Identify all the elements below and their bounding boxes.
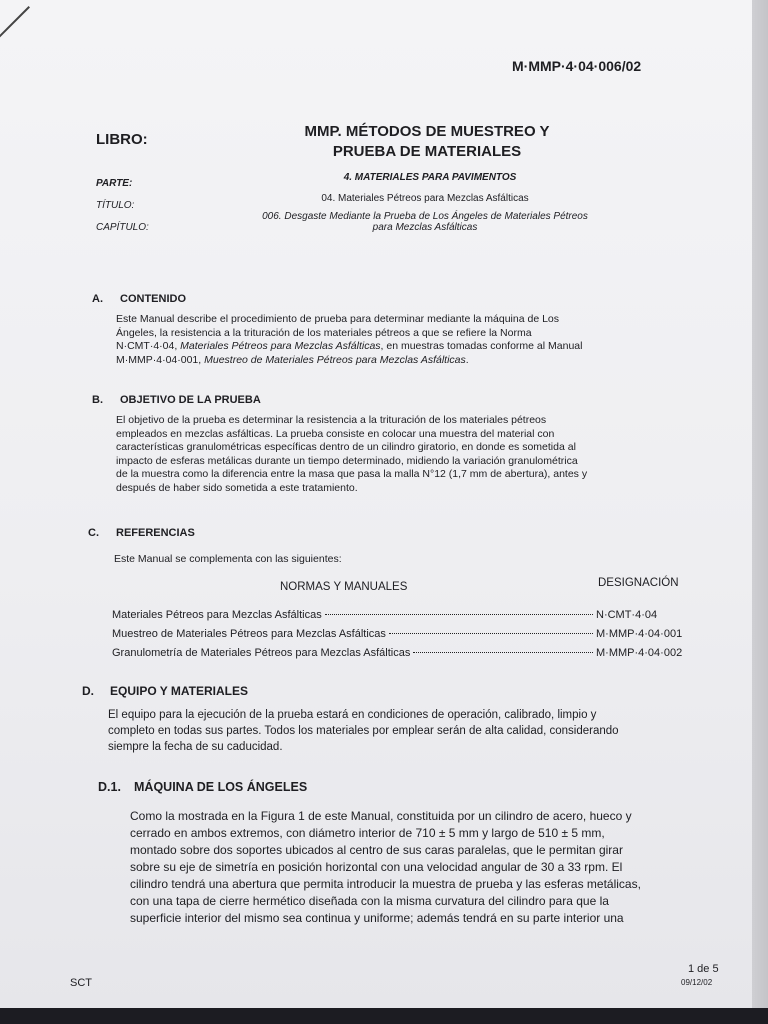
section-d-line: completo en todas sus partes. Todos los materiales por emplear serán de alta calidad, considerando bbox=[108, 725, 619, 737]
section-a-line: M·MMP·4·04·001, Muestreo de Materiales Pétreos para Mezclas Asfálticas. bbox=[116, 353, 469, 366]
section-d1-body bbox=[130, 808, 720, 927]
dot-leader bbox=[413, 652, 593, 653]
section-d-title: EQUIPO Y MATERIALES bbox=[110, 684, 249, 698]
section-b-line: características granulométricas específicas dentro de un cilindro giratorio, en donde es sometida al bbox=[116, 441, 576, 453]
reference-name: Muestreo de Materiales Pétreos para Mezclas Asfálticas bbox=[112, 628, 386, 640]
section-b-title: OBJETIVO DE LA PRUEBA bbox=[120, 394, 261, 406]
capitulo-value bbox=[210, 211, 640, 233]
section-c-heading bbox=[88, 527, 195, 539]
bottom-shadow bbox=[0, 1008, 768, 1024]
libro-label: LIBRO: bbox=[96, 131, 148, 148]
reference-name: Granulometría de Materiales Pétreos para Mezclas Asfálticas bbox=[112, 647, 411, 659]
titulo-label: TÍTULO: bbox=[96, 200, 135, 211]
section-d-body bbox=[108, 707, 712, 755]
titulo-value: 04. Materiales Pétreos para Mezclas Asfálticas bbox=[321, 193, 529, 204]
section-b-line: de la muestra como la diferencia entre la masa que pasa la malla N°12 (1,7 mm de abertura), antes y bbox=[116, 468, 588, 480]
section-b-body bbox=[116, 414, 694, 495]
section-b-heading bbox=[92, 394, 261, 406]
reference-designation: M·MMP·4·04·002 bbox=[596, 647, 683, 659]
reference-name: Materiales Pétreos para Mezclas Asfálticas bbox=[112, 609, 322, 621]
section-a-number: A. bbox=[92, 293, 103, 305]
section-d1-line: cerrado en ambos extremos, con diámetro interior de 710 ± 5 mm y largo de 510 ± 5 mm, bbox=[130, 826, 605, 840]
section-c-title: REFERENCIAS bbox=[116, 527, 195, 539]
section-a-line: Ángeles, la resistencia a la trituración de los materiales pétreos a que se refiere la Norma bbox=[116, 326, 532, 339]
libro-title-line-2: PRUEBA DE MATERIALES bbox=[332, 143, 522, 160]
section-d1-line: sobre su eje de simetría en posición horizontal con una velocidad angular de 30 a 33 rpm. El bbox=[130, 860, 623, 874]
section-d-number: D. bbox=[82, 684, 94, 698]
section-d-heading bbox=[82, 684, 248, 698]
section-d1-number: D.1. bbox=[98, 780, 121, 794]
pen-mark bbox=[0, 6, 30, 40]
section-d1-line: montado sobre dos soportes ubicados al centro de sus caras paralelas, que le permitan girar bbox=[130, 843, 623, 857]
capitulo-value-line-2: para Mezclas Asfálticas bbox=[372, 222, 478, 233]
refs-column-header-left: NORMAS Y MANUALES bbox=[280, 581, 408, 593]
reference-row bbox=[112, 628, 700, 640]
parte-value: 4. MATERIALES PARA PAVIMENTOS bbox=[343, 172, 517, 183]
document-code: M·MMP·4·04·006/02 bbox=[512, 58, 642, 74]
page-edge-shadow bbox=[752, 0, 768, 1024]
section-d1-line: superficie interior del mismo sea continua y uniforme; además tendrá en su parte interior una bbox=[130, 911, 624, 925]
section-b-number: B. bbox=[92, 394, 103, 406]
section-d1-heading bbox=[98, 780, 307, 794]
reference-designation: N·CMT·4·04 bbox=[596, 609, 658, 621]
section-b-line: después de haber sido sometida a este tratamiento. bbox=[116, 481, 358, 494]
capitulo-value-line-1: 006. Desgaste Mediante la Prueba de Los Ángeles de Materiales Pétreos bbox=[262, 211, 588, 222]
section-d1-line: Como la mostrada en la Figura 1 de este Manual, constituida por un cilindro de acero, hueco y bbox=[130, 809, 632, 823]
section-c-intro: Este Manual se complementa con las siguientes: bbox=[114, 553, 342, 565]
section-b-line: impacto de esferas metálicas durante un tiempo determinado, midiendo la variación granulométrica bbox=[116, 454, 578, 467]
section-d1-line: cilindro tendrá una abertura que permita introducir la muestra de prueba y las esferas metálicas, bbox=[130, 877, 641, 891]
section-a-line: N·CMT·4·04, Materiales Pétreos para Mezclas Asfálticas, en muestras tomadas conforme al Manual bbox=[116, 340, 583, 352]
section-b-line: empleados en mezclas asfálticas. La prueba consiste en colocar una muestra del material con bbox=[116, 427, 555, 440]
reference-row bbox=[112, 609, 700, 621]
section-d1-line: con una tapa de cierre hermético diseñada con la misma curvatura del cilindro para que la bbox=[130, 894, 609, 908]
footer-org: SCT bbox=[70, 977, 92, 989]
section-d1-title: MÁQUINA DE LOS ÁNGELES bbox=[134, 780, 308, 794]
section-a-line: Este Manual describe el procedimiento de prueba para determinar mediante la máquina de Los bbox=[116, 313, 560, 325]
section-a-body bbox=[116, 313, 688, 367]
section-d-line: El equipo para la ejecución de la prueba estará en condiciones de operación, calibrado, limpio y bbox=[108, 709, 597, 721]
section-a-title: CONTENIDO bbox=[120, 293, 186, 305]
section-b-line: El objetivo de la prueba es determinar la resistencia a la trituración de los materiales pétreos bbox=[116, 414, 547, 426]
footer-page-number: 1 de 5 bbox=[688, 963, 719, 975]
libro-title bbox=[262, 122, 592, 162]
dot-leader bbox=[389, 633, 593, 634]
section-d-line: siempre la fecha de su caducidad. bbox=[108, 741, 283, 753]
section-a-heading bbox=[92, 293, 186, 305]
reference-row bbox=[112, 647, 700, 659]
footer-date: 09/12/02 bbox=[681, 978, 713, 987]
reference-designation: M·MMP·4·04·001 bbox=[596, 628, 683, 640]
refs-column-header-right: DESIGNACIÓN bbox=[598, 577, 679, 589]
section-c-number: C. bbox=[88, 527, 99, 539]
dot-leader bbox=[325, 614, 593, 615]
libro-title-line-1: MMP. MÉTODOS DE MUESTREO Y bbox=[304, 123, 550, 140]
parte-label: PARTE: bbox=[96, 178, 133, 189]
capitulo-label: CAPÍTULO: bbox=[96, 222, 149, 233]
